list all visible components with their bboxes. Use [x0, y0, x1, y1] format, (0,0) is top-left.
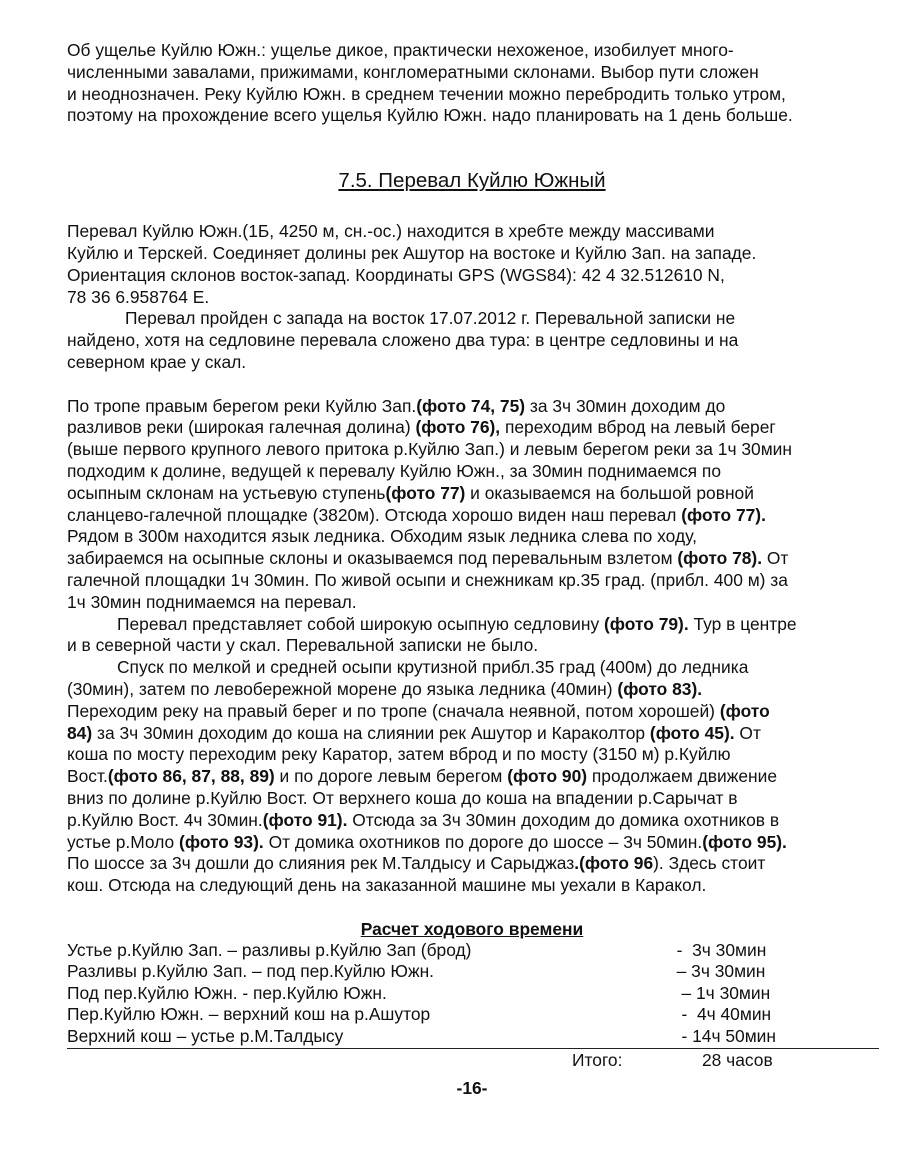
segment-cell: Пер.Куйлю Южн. – верхний кош на р.Ашутор — [67, 1004, 431, 1025]
route-paragraph — [67, 396, 877, 614]
text-line: Куйлю и Терскей. Соединяет долины рек Ашутор на востоке и Куйлю Зап. на западе. — [67, 242, 757, 263]
total-label: Итого: — [572, 1050, 623, 1071]
text-line: Ориентация склонов восток-запад. Координаты GPS (WGS84): 42 4 32.512610 N, — [67, 264, 725, 285]
text-line: Об ущелье Куйлю Южн.: ущелье дикое, практически нехоженое, изобилует много- — [67, 40, 734, 60]
photo-ref: (фото 74, 75) — [416, 395, 526, 416]
table-row — [67, 1004, 877, 1026]
table-row — [67, 940, 877, 962]
segment-cell: Под пер.Куйлю Южн. - пер.Куйлю Южн. — [67, 982, 387, 1003]
intro-paragraph — [67, 40, 877, 127]
text-line: и неоднозначен. Реку Куйлю Южн. в среднем течении можно перебродить только утром, — [67, 83, 786, 104]
time-cell: - 4ч 40мин — [667, 1004, 772, 1025]
photo-ref: (фото 77). — [681, 504, 766, 525]
text-line: По шоссе за 3ч дошли до слияния рек М.Талдысу и Сарыджаз.(фото 96). Здесь стоит — [67, 853, 766, 874]
photo-ref: (фото 79). — [603, 613, 689, 634]
text-line: (выше первого крупного левого притока р.Куйлю Зап.) и левым берегом реки за 1ч 30мин — [67, 439, 792, 460]
table-row — [67, 1026, 877, 1048]
text-line: сланцево-галечной площадке (3820м). Отсюда хорошо виден наш перевал (фото 77). — [67, 504, 766, 525]
photo-ref: (фото 78). — [677, 548, 763, 569]
photo-ref: (фото 91). — [262, 809, 348, 830]
pass-description — [67, 221, 877, 374]
time-cell: – 1ч 30мин — [667, 982, 771, 1003]
photo-ref: (фото 77) — [385, 482, 466, 503]
text-line: Рядом в 300м находится язык ледника. Обходим язык ледника слева по ходу, — [67, 526, 697, 547]
text-line: Спуск по мелкой и средней осыпи крутизной прибл.35 град (400м) до ледника — [117, 657, 749, 678]
text-line: Перевал представляет собой широкую осыпную седловину (фото 79). Тур в центре — [117, 613, 797, 634]
segment-cell: Разливы р.Куйлю Зап. – под пер.Куйлю Южн. — [67, 961, 435, 982]
timing-table — [67, 940, 877, 1072]
time-cell: - 14ч 50мин — [667, 1025, 776, 1046]
section-title: 7.5. Перевал Куйлю Южный — [338, 169, 606, 193]
text-line: р.Куйлю Вост. 4ч 30мин.(фото 91). Отсюда за 3ч 30мин доходим до домика охотников в — [67, 809, 780, 830]
photo-ref: (фото 86, 87, 88, 89) — [107, 766, 275, 787]
text-line: устье р.Моло (фото 93). От домика охотников по дороге до шоссе – 3ч 50мин.(фото 95). — [67, 831, 787, 852]
photo-ref: (фото 93). — [179, 831, 264, 852]
text-line: По тропе правым берегом реки Куйлю Зап.(фото 74, 75) за 3ч 30мин доходим до — [67, 395, 726, 416]
table-row — [67, 983, 877, 1005]
photo-ref: 84) — [67, 722, 93, 743]
text-line: Вост.(фото 86, 87, 88, 89) и по дороге левым берегом (фото 90) продолжаем движение — [67, 766, 778, 787]
text-line: 78 36 6.958764 E. — [67, 286, 210, 307]
photo-ref: (фото — [719, 700, 770, 721]
text-line: кош. Отсюда на следующий день на заказанной машине мы уехали в Каракол. — [67, 875, 707, 896]
text-line: 1ч 30мин поднимаемся на перевал. — [67, 591, 357, 612]
total-value: 28 часов — [702, 1050, 773, 1071]
text-line: подходим к долине, ведущей к перевалу Куйлю Южн., за 30мин поднимаемся по — [67, 460, 721, 481]
photo-ref: (фото 90) — [507, 766, 588, 787]
text-line: (30мин), затем по левобережной морене до языка ледника (40мин) (фото 83). — [67, 678, 703, 699]
photo-ref: (фото 45). — [649, 722, 735, 743]
text-line: поэтому на прохождение всего ущелья Куйлю Южн. надо планировать на 1 день больше. — [67, 105, 793, 126]
photo-ref: .(фото 96 — [574, 853, 654, 874]
text-line: вниз по долине р.Куйлю Вост. От верхнего коша до коша на впадении р.Сарычат в — [67, 787, 738, 808]
text-line: Переходим реку на правый берег и по тропе (сначала неявной, потом хорошей) (фото — [67, 700, 770, 721]
text-line: разливов реки (широкая галечная долина) (фото 76), переходим вброд на левый берег — [67, 417, 776, 438]
table-row — [67, 961, 877, 983]
document-page — [67, 40, 877, 1100]
photo-ref: (фото 83). — [617, 678, 703, 699]
photo-ref: (фото 95). — [702, 831, 787, 852]
pass-paragraph — [67, 614, 877, 658]
timing-table-title: Расчет ходового времени — [360, 918, 584, 939]
page-number: -16- — [456, 1078, 488, 1099]
descent-paragraph — [67, 657, 877, 897]
text-line: Перевал пройден с запада на восток 17.07.2012 г. Перевальной записки не — [125, 308, 736, 329]
segment-cell: Устье р.Куйлю Зап. – разливы р.Куйлю Зап (брод) — [67, 939, 472, 960]
text-line: найдено, хотя на седловине перевала сложено два тура: в центре седловины и на — [67, 330, 739, 351]
time-cell: - 3ч 30мин — [667, 939, 767, 960]
text-line: галечной площадки 1ч 30мин. По живой осыпи и снежникам кр.35 град. (прибл. 400 м) за — [67, 569, 788, 590]
segment-cell: Верхний кош – устье р.М.Талдысу — [67, 1025, 344, 1046]
total-row — [67, 1049, 877, 1071]
photo-ref: (фото 76), — [415, 417, 501, 438]
text-line: Перевал Куйлю Южн.(1Б, 4250 м, сн.-ос.) находится в хребте между массивами — [67, 221, 715, 242]
text-line: осыпным склонам на устьевую ступень(фото 77) и оказываемся на большой ровной — [67, 482, 754, 503]
time-cell: – 3ч 30мин — [667, 961, 766, 982]
text-line: северном крае у скал. — [67, 351, 247, 372]
text-line: и в северной части у скал. Перевальной записки не было. — [67, 635, 539, 656]
text-line: коша по мосту переходим реку Каратор, затем вброд и по мосту (3150 м) р.Куйлю — [67, 744, 731, 765]
text-line: численными завалами, прижимами, конгломератными склонами. Выбор пути сложен — [67, 61, 759, 82]
text-line: 84) за 3ч 30мин доходим до коша на слиянии рек Ашутор и Караколтор (фото 45). От — [67, 722, 761, 743]
text-line: забираемся на осыпные склоны и оказываемся под перевальным взлетом (фото 78). От — [67, 548, 789, 569]
